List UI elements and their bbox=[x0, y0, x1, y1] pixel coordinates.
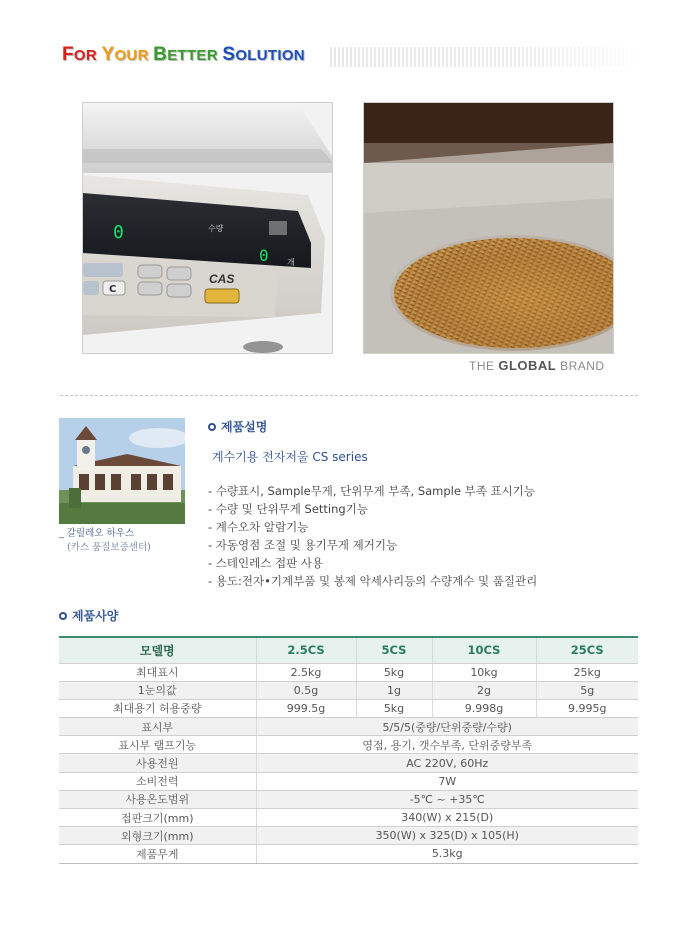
table-row bbox=[59, 827, 638, 845]
scale-illustration bbox=[83, 103, 333, 354]
galileo-house-photo bbox=[59, 418, 185, 524]
description-heading-text: 제품설명 bbox=[221, 420, 268, 434]
house-caption-title: _ 갈릴레오 하우스 bbox=[59, 528, 135, 539]
table-row bbox=[59, 772, 638, 790]
spec-value: 5/5/5(중량/단위중량/수량) bbox=[256, 718, 638, 736]
spec-value: AC 220V, 60Hz bbox=[256, 754, 638, 772]
feature-list bbox=[208, 482, 537, 590]
spec-value: 9.998g bbox=[432, 699, 536, 717]
product-title: 계수기용 전자저울 CS series bbox=[212, 450, 368, 464]
key-c-label: C bbox=[109, 284, 117, 295]
spec-label: 최대표시 bbox=[59, 663, 256, 681]
spec-value: 2g bbox=[432, 681, 536, 699]
table-row bbox=[59, 809, 638, 827]
feature-item: - 계수오차 알람기능 bbox=[208, 520, 309, 534]
description-heading bbox=[208, 418, 267, 435]
spec-label: 1눈의값 bbox=[59, 681, 256, 699]
spec-label: 최대용기 허용중량 bbox=[59, 699, 256, 717]
spec-label: 사용전원 bbox=[59, 754, 256, 772]
display-digit-left: 0 bbox=[113, 222, 124, 243]
header-stripe-decoration bbox=[330, 47, 638, 67]
table-row bbox=[59, 790, 638, 808]
house-caption-subtitle: (카스 품질보증센터) bbox=[67, 542, 151, 553]
spec-value: 0.5g bbox=[256, 681, 356, 699]
spec-value: 영점, 용기, 갯수부족, 단위중량부족 bbox=[256, 736, 638, 754]
spec-label: 접판크기(mm) bbox=[59, 809, 256, 827]
slogan-word-3: BETTER bbox=[153, 44, 223, 65]
circle-bullet-icon bbox=[59, 612, 67, 620]
table-row bbox=[59, 699, 638, 717]
spec-value: 7W bbox=[256, 772, 638, 790]
feature-item: - 수량표시, Sample무게, 단위무게 부족, Sample 부족 표시기능 bbox=[208, 484, 535, 498]
spec-label: 사용온도범위 bbox=[59, 790, 256, 808]
spec-value: 25kg bbox=[536, 663, 638, 681]
scale-photo bbox=[82, 102, 333, 354]
house-illustration bbox=[59, 418, 185, 524]
table-row bbox=[59, 718, 638, 736]
spec-value: 10kg bbox=[432, 663, 536, 681]
spec-value: 5kg bbox=[356, 699, 432, 717]
display-label-qty: 수량 bbox=[208, 224, 224, 233]
slogan-word-4: SOLUTION bbox=[222, 44, 305, 65]
spec-table bbox=[59, 636, 638, 864]
house-caption bbox=[59, 527, 189, 555]
spec-label: 표시부 bbox=[59, 718, 256, 736]
table-row bbox=[59, 754, 638, 772]
feature-item: - 자동영점 조절 및 용기무게 제거기능 bbox=[208, 538, 398, 552]
spec-value: 340(W) x 215(D) bbox=[256, 809, 638, 827]
spec-value: 5.3kg bbox=[256, 845, 638, 863]
spec-label: 소비전력 bbox=[59, 772, 256, 790]
scale-logo: CAS bbox=[209, 272, 235, 286]
slogan-word-1: FOR bbox=[62, 44, 102, 65]
model-name: 5CS bbox=[356, 637, 432, 663]
display-label-unit: 개 bbox=[287, 258, 295, 267]
pellets-photo bbox=[363, 102, 614, 354]
spec-value: 9.995g bbox=[536, 699, 638, 717]
spec-label: 제품무게 bbox=[59, 845, 256, 863]
spec-value: 5g bbox=[536, 681, 638, 699]
model-name: 25CS bbox=[536, 637, 638, 663]
spec-value: 2.5kg bbox=[256, 663, 356, 681]
slogan bbox=[62, 44, 305, 70]
spec-header-row bbox=[59, 637, 638, 663]
model-name: 2.5CS bbox=[256, 637, 356, 663]
spec-value: 5kg bbox=[356, 663, 432, 681]
circle-bullet-icon bbox=[208, 423, 216, 431]
section-divider bbox=[60, 395, 638, 396]
spec-label: 외형크기(mm) bbox=[59, 827, 256, 845]
spec-value: 999.5g bbox=[256, 699, 356, 717]
table-row bbox=[59, 845, 638, 863]
specs-heading bbox=[59, 607, 118, 624]
display-digit-right: 0 bbox=[259, 246, 269, 265]
spec-label: 표시부 램프기능 bbox=[59, 736, 256, 754]
table-row bbox=[59, 736, 638, 754]
table-row bbox=[59, 663, 638, 681]
spec-value: 350(W) x 325(D) x 105(H) bbox=[256, 827, 638, 845]
feature-item: - 수량 및 단위무게 Setting기능 bbox=[208, 502, 368, 516]
feature-item: - 용도:전자•기계부품 및 봉제 악세사리등의 수량계수 및 품질관리 bbox=[208, 574, 538, 588]
brand-tagline: THE GLOBAL BRAND bbox=[469, 358, 605, 373]
feature-item: - 스테인레스 접판 사용 bbox=[208, 556, 324, 570]
specs-heading-text: 제품사양 bbox=[72, 609, 119, 623]
slogan-word-2: YOUR bbox=[101, 44, 154, 65]
spec-value: 1g bbox=[356, 681, 432, 699]
model-name: 10CS bbox=[432, 637, 536, 663]
spec-value: -5℃ ~ +35℃ bbox=[256, 790, 638, 808]
pellets-illustration bbox=[364, 103, 614, 354]
model-header: 모델명 bbox=[59, 637, 256, 663]
table-row bbox=[59, 681, 638, 699]
